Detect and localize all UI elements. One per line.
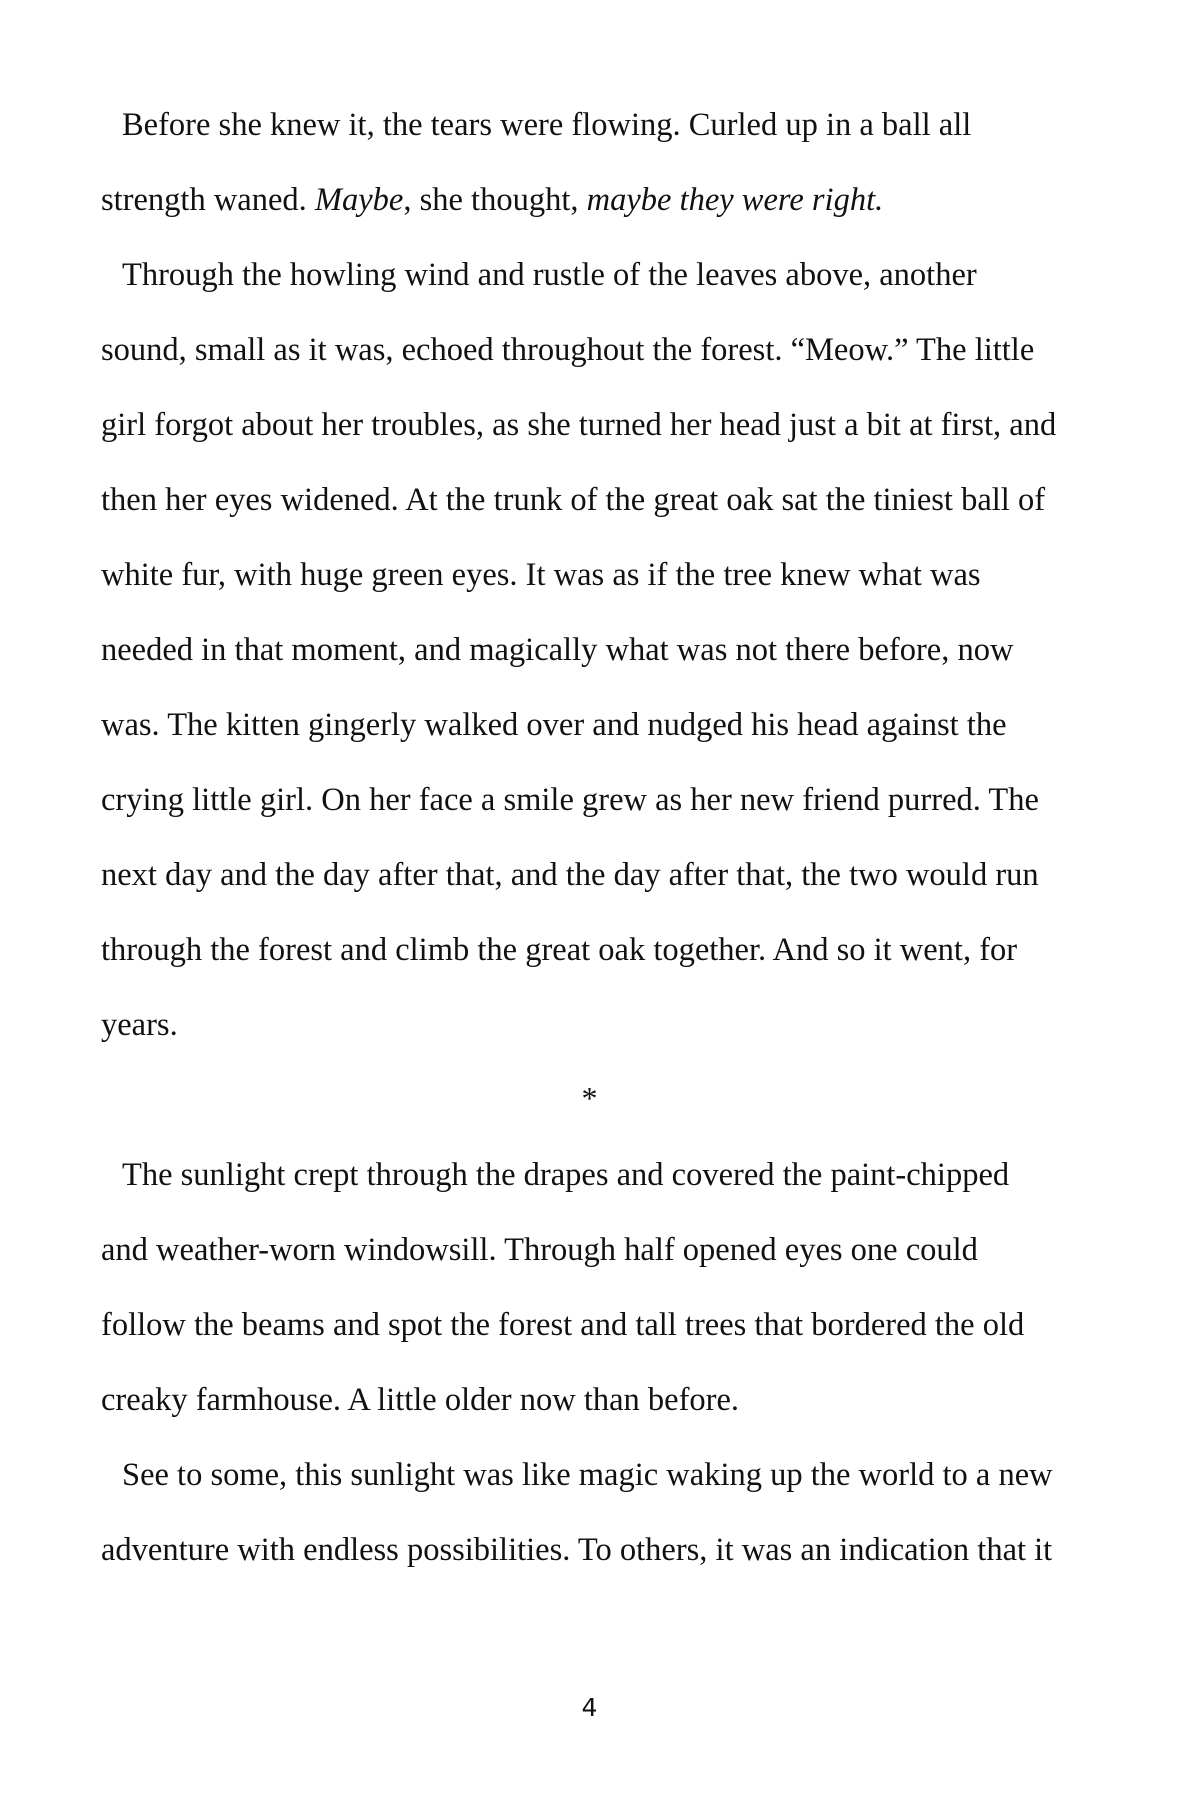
- paragraph-2-line-10: through the forest and climb the great oak together. And so it went, for: [101, 932, 1018, 968]
- italic-text-maybe: Maybe: [314, 182, 404, 218]
- paragraph-3-line-1: The sunlight crept through the drapes and covered the paint-chipped: [122, 1157, 1010, 1193]
- paragraph-3-line-3: follow the beams and spot the forest and tall trees that bordered the old: [101, 1307, 1025, 1343]
- paragraph-2-line-8: crying little girl. On her face a smile grew as her new friend purred. The: [101, 782, 1039, 818]
- paragraph-3-line-2: and weather-worn windowsill. Through half opened eyes one could: [101, 1232, 978, 1268]
- paragraph-2-line-4: then her eyes widened. At the trunk of the great oak sat the tiniest ball of: [101, 482, 1046, 518]
- paragraph-1-line-1: Before she knew it, the tears were flowing. Curled up in a ball all: [122, 107, 972, 143]
- text-run: , she thought,: [403, 182, 587, 218]
- italic-text-maybe-they-were-right: maybe they were right.: [586, 182, 884, 218]
- paragraph-2-line-1: Through the howling wind and rustle of the leaves above, another: [122, 257, 977, 293]
- paragraph-4-line-1: See to some, this sunlight was like magic waking up the world to a new: [122, 1457, 1053, 1493]
- paragraph-2-line-5: white fur, with huge green eyes. It was as if the tree knew what was: [101, 557, 981, 593]
- paragraph-2-line-3: girl forgot about her troubles, as she turned her head just a bit at first, and: [101, 407, 1057, 443]
- section-break-asterisk: *: [581, 1080, 598, 1116]
- paragraph-2-line-2: sound, small as it was, echoed throughout the forest. “Meow.” The little: [101, 332, 1035, 368]
- text-run: strength waned.: [101, 182, 315, 218]
- paragraph-3-line-4: creaky farmhouse. A little older now than before.: [101, 1382, 740, 1418]
- paragraph-2-line-6: needed in that moment, and magically what was not there before, now: [101, 632, 1014, 668]
- paragraph-1-line-2: [101, 180, 1101, 220]
- paragraph-2-line-11: years.: [101, 1007, 178, 1043]
- paragraph-4-line-2: adventure with endless possibilities. To others, it was an indication that it: [101, 1532, 1053, 1568]
- paragraph-2-line-9: next day and the day after that, and the day after that, the two would run: [101, 857, 1039, 893]
- paragraph-2-line-7: was. The kitten gingerly walked over and nudged his head against the: [101, 707, 1007, 743]
- page-number: 4: [581, 1693, 598, 1722]
